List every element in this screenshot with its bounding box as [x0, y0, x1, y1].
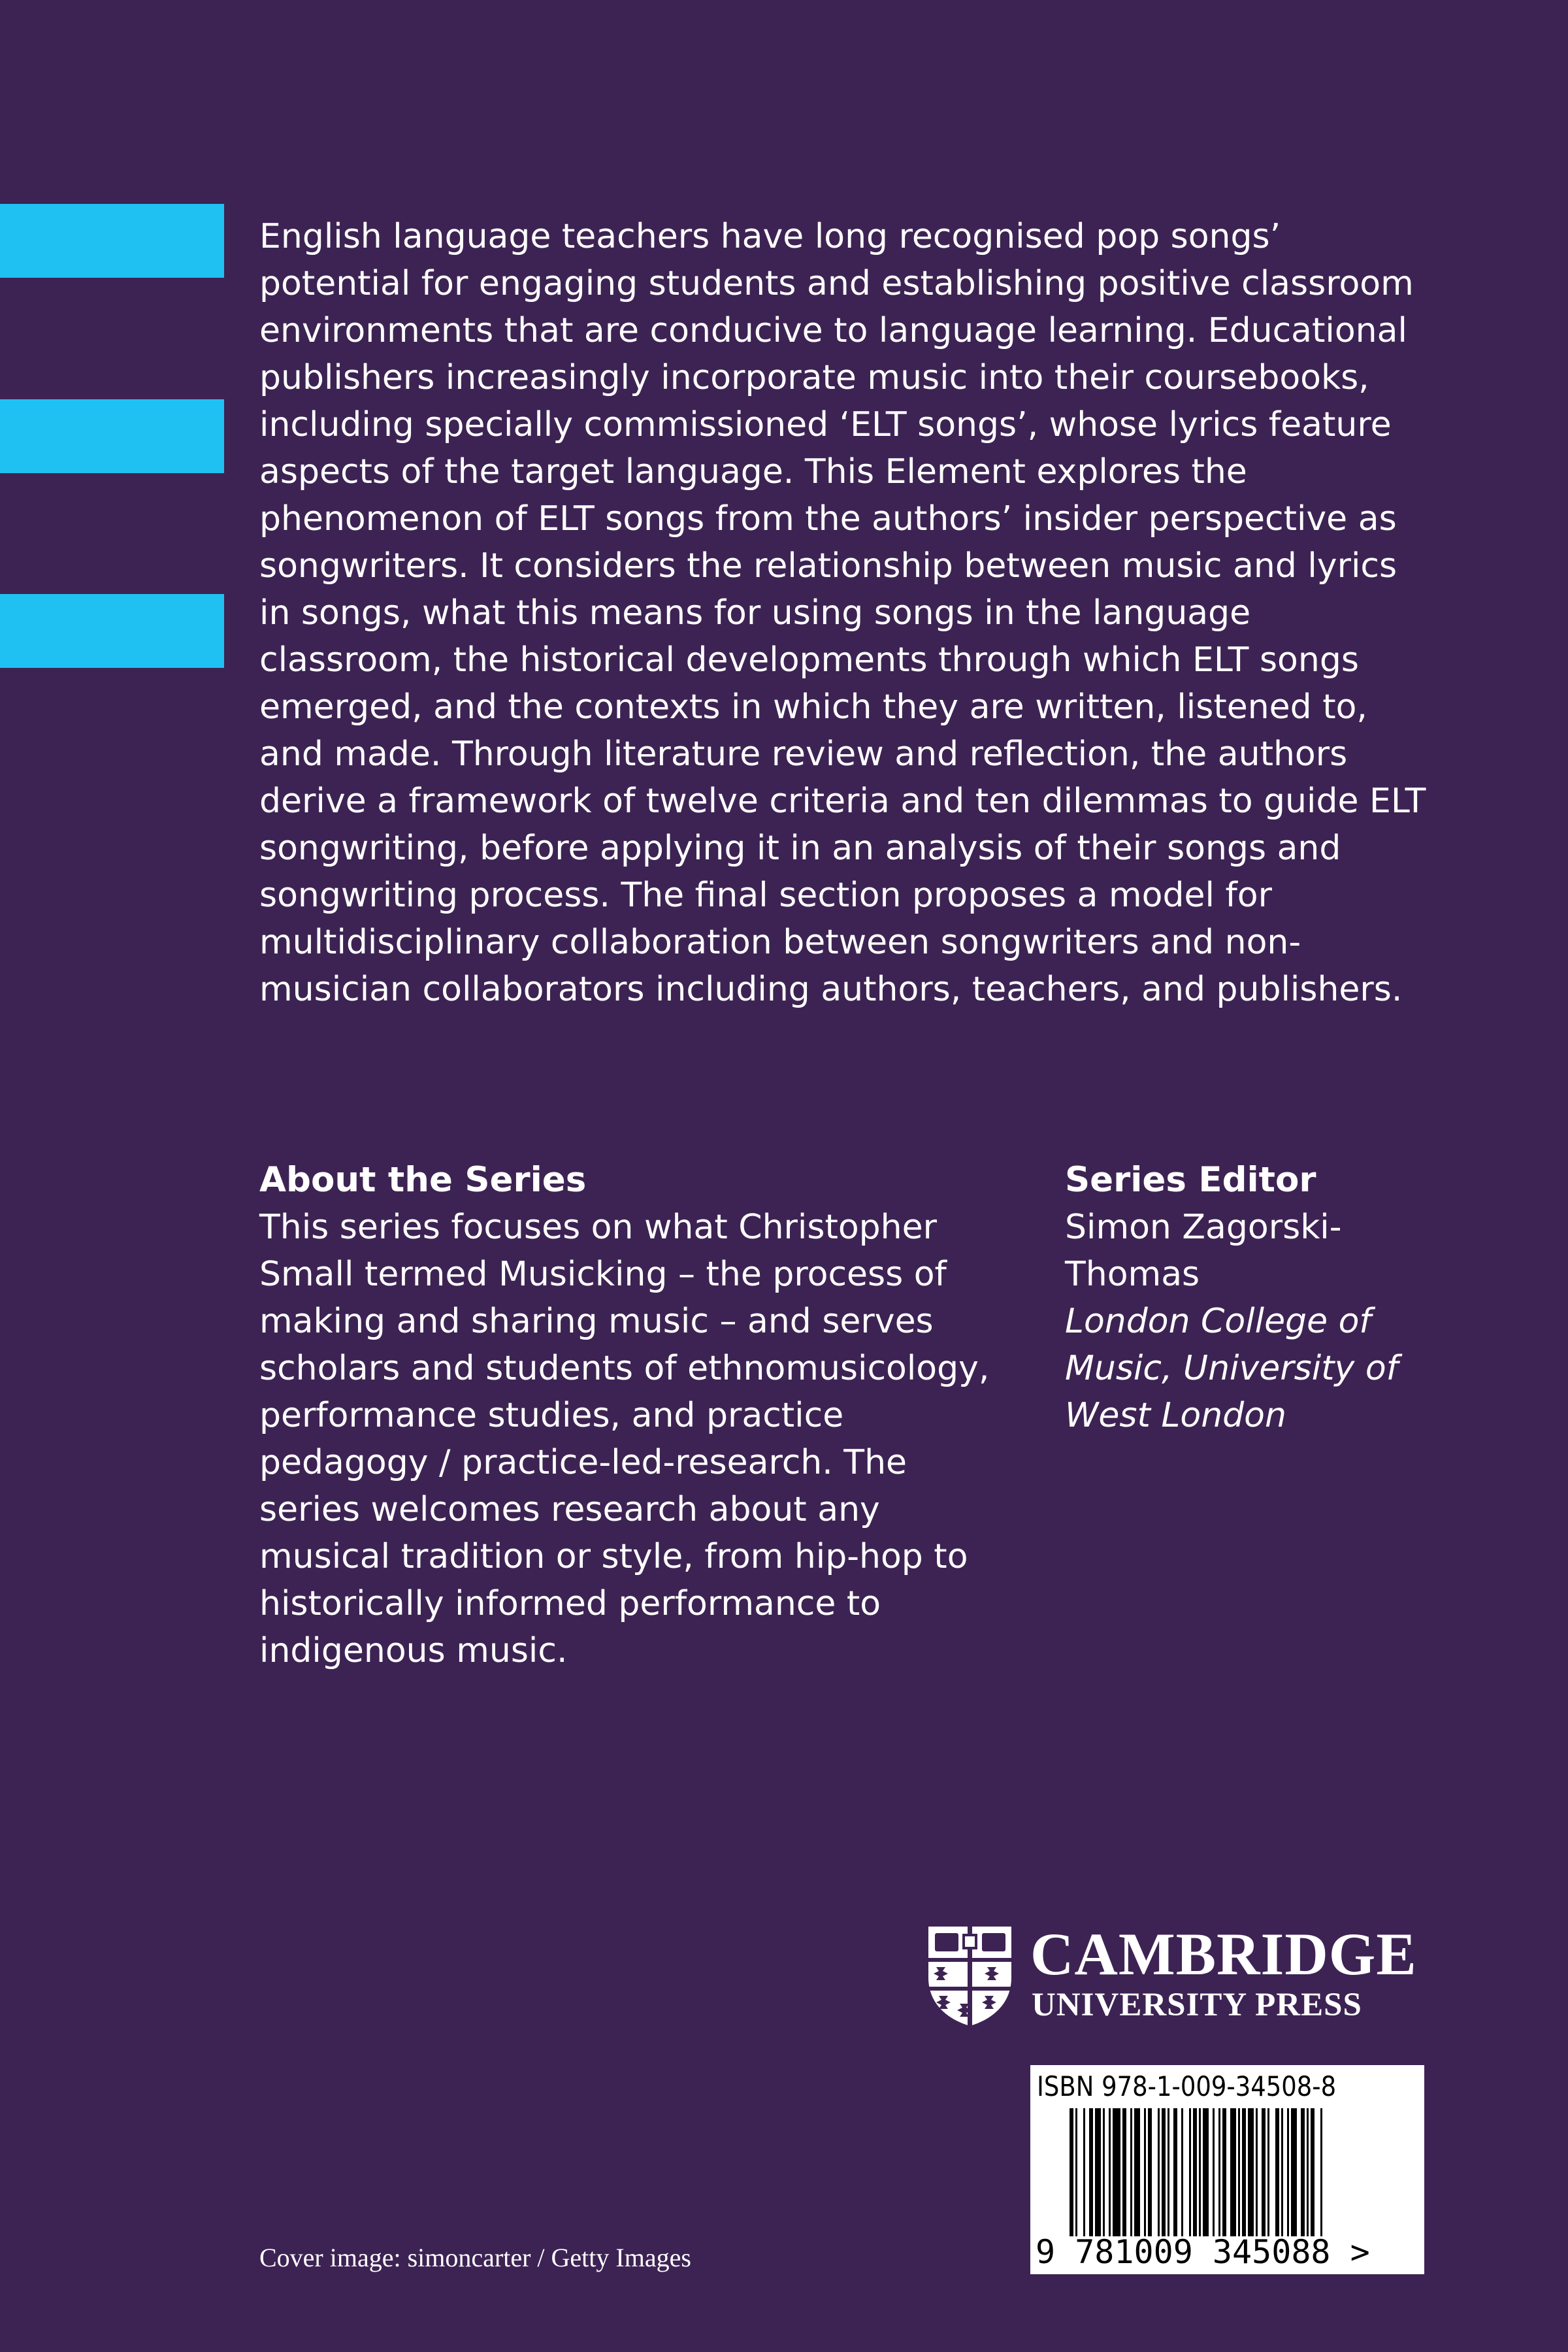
publisher-logo — [926, 1921, 1437, 2029]
blurb-text: English language teachers have long recognised pop songs’ potential for engaging students and establishing positive classroom environments that are conducive to language learning. Educational publishers increasingly incorporate music into their coursebooks, including specially commissioned ‘ELT songs’, whose lyrics feature aspects of the target language. This Element explores the phenomenon of ELT songs from the authors’ insider perspective as songwriters. It considers the relationship between music and lyrics in songs, what this means for using songs in the language classroom, the historical developments through which ELT songs emerged, and the contexts in which they are written, listened to, and made. Through literature review and reflection, the authors derive a framework of twelve criteria and ten dilemmas to guide ELT songwriting, before applying it in an analysis of their songs and songwriting process. The final section proposes a model for multidisciplinary collaboration between songwriters and non-musician collaborators including authors, teachers, and publishers. — [259, 217, 1426, 1009]
accent-stripe-1 — [0, 204, 224, 278]
publisher-name: CAMBRIDGE — [1030, 1921, 1417, 1987]
isbn-barcode — [1030, 2065, 1424, 2274]
about-series-section — [259, 1157, 1017, 1674]
barcode-icon — [1070, 2108, 1390, 2236]
accent-stripe-2 — [0, 399, 224, 473]
about-series-heading: About the Series — [259, 1160, 587, 1200]
about-series-text: This series focuses on what Christopher Small termed Musicking – the process of making and sharing music – and serves scholars and students of ethnomusicology, performance studies, and practice pedagogy / practice-led-research. The series welcomes research about any musical tradition or style, from hip-hop to historically informed performance to indigenous music. — [259, 1208, 990, 1670]
accent-stripe-3 — [0, 594, 224, 668]
series-editor-heading: Series Editor — [1065, 1160, 1316, 1200]
series-editor-section — [1065, 1157, 1457, 1439]
ean-digits: 9 781009 345088 > — [1036, 2233, 1370, 2271]
cover-image-credit: Cover image: simoncarter / Getty Images — [259, 2243, 691, 2272]
cambridge-shield-icon — [926, 1924, 1014, 2029]
publisher-subname: UNIVERSITY PRESS — [1032, 1987, 1362, 2023]
series-editor-affiliation: London College of Music, University of West London — [1065, 1302, 1398, 1435]
isbn-label: ISBN 978-1-009-34508-8 — [1037, 2070, 1337, 2102]
series-editor-name: Simon Zagorski-Thomas — [1065, 1208, 1342, 1294]
